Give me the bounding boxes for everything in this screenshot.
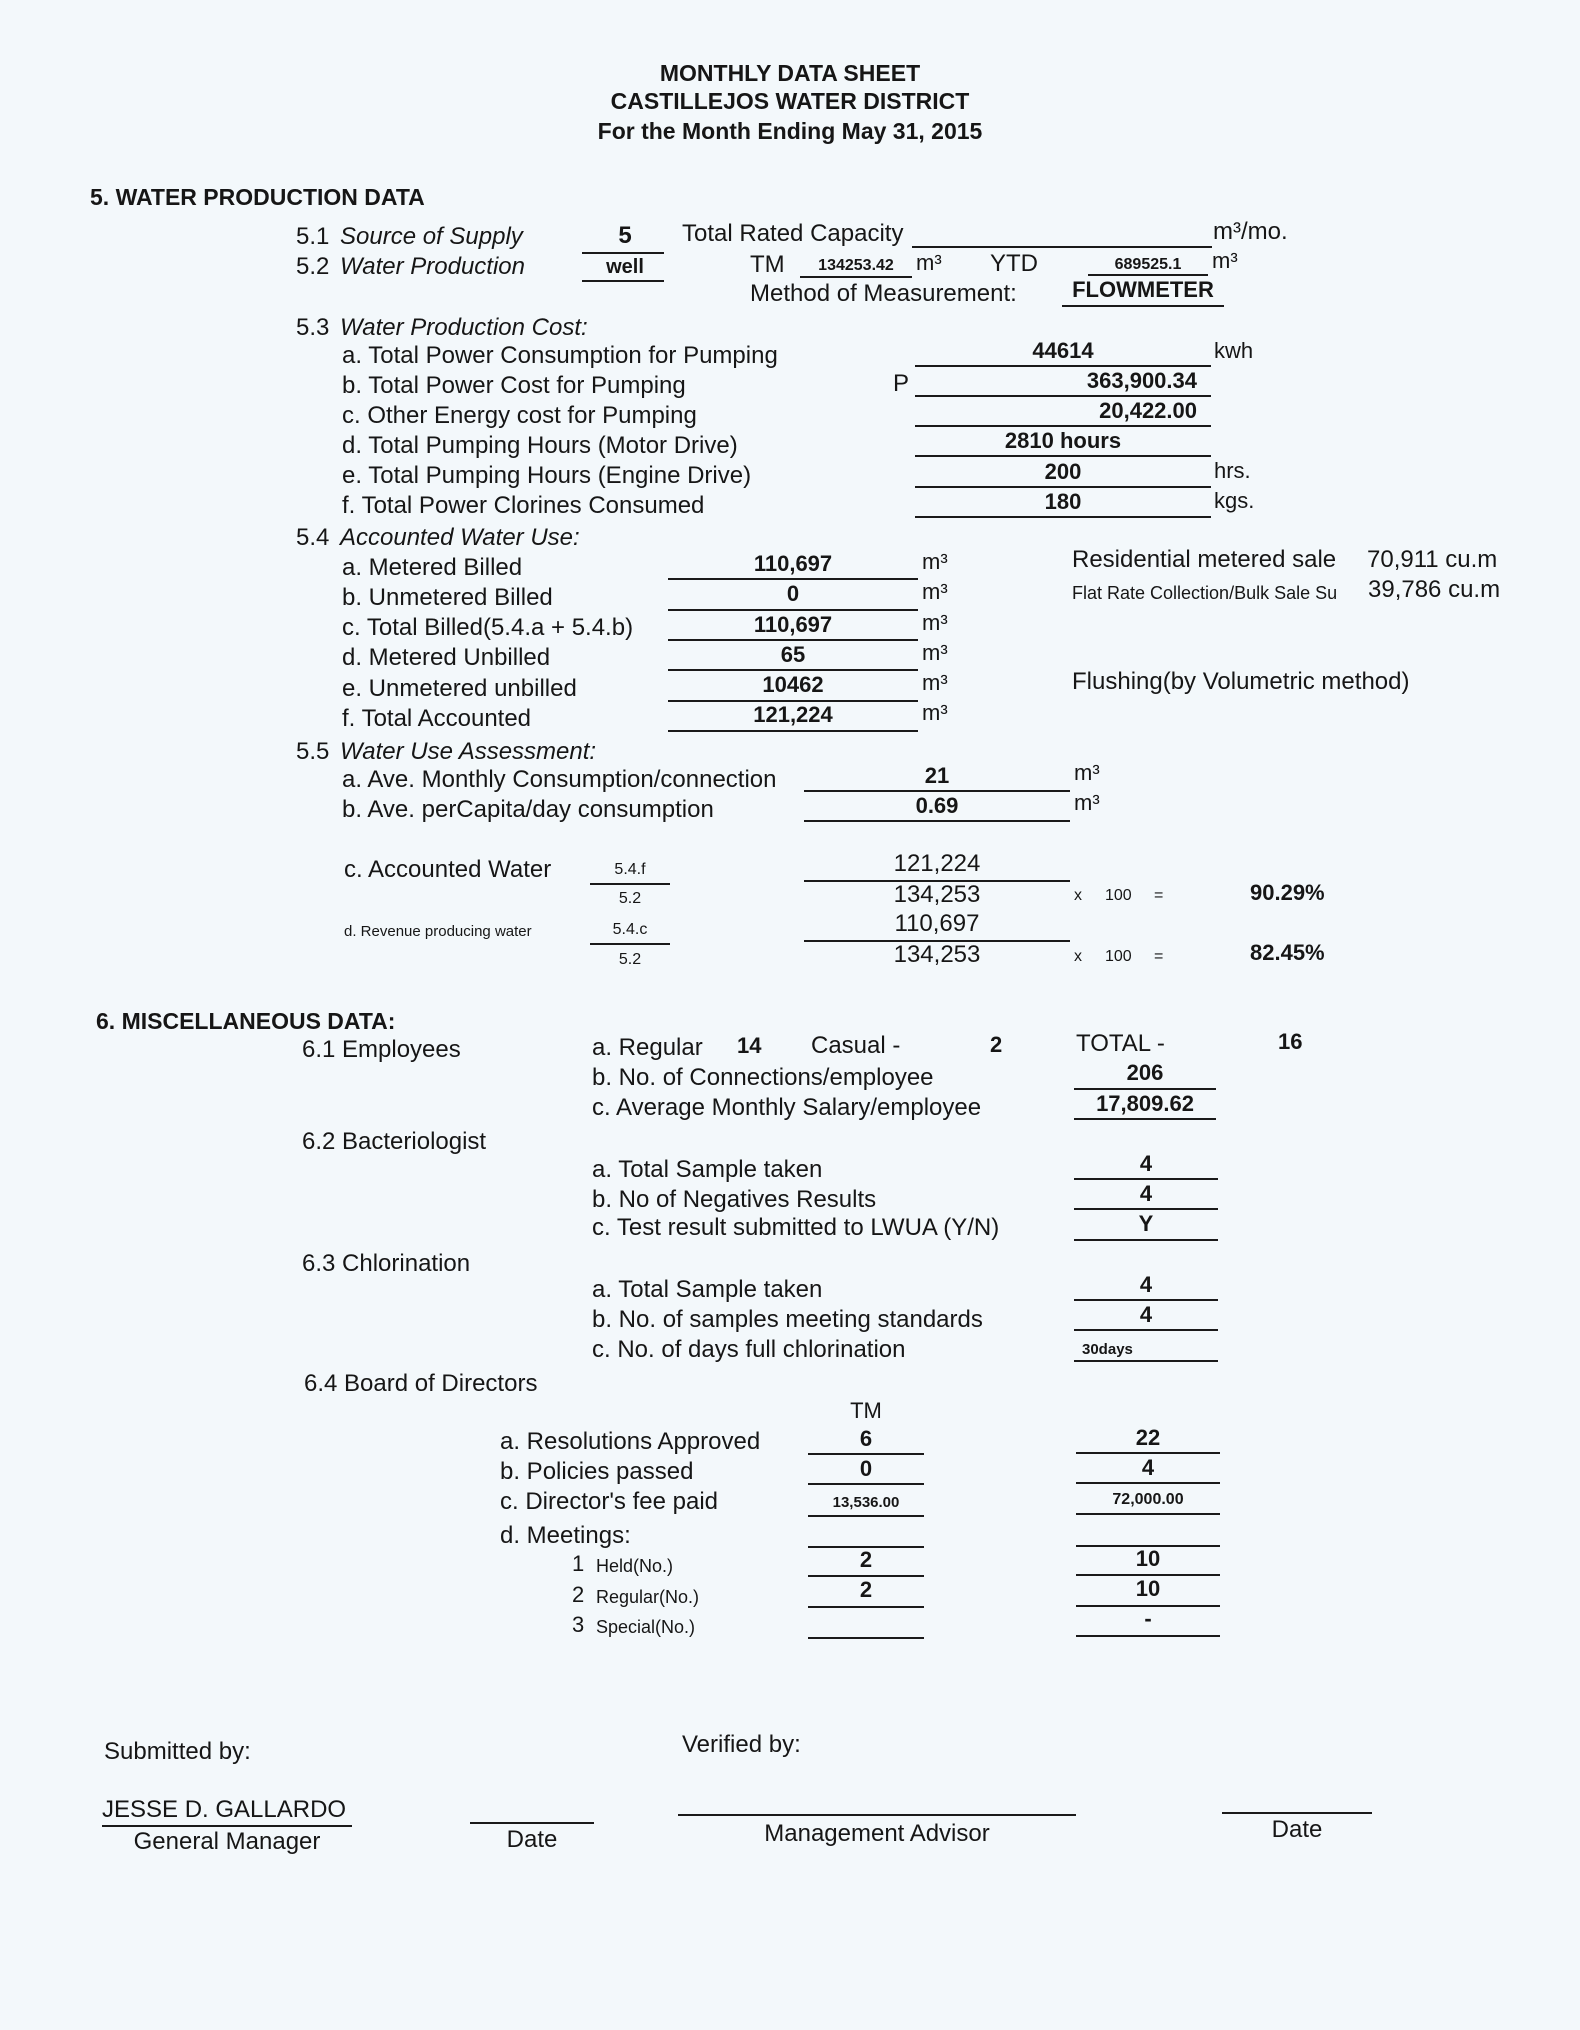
fraction-bar	[590, 883, 670, 885]
multiply-sign: x	[1074, 887, 1082, 904]
casual-value: 2	[990, 1032, 1003, 1057]
method-of-measurement-label: Method of Measurement:	[750, 280, 1017, 307]
equals-sign: =	[1154, 948, 1164, 965]
total-billed-label: c. Total Billed(5.4.a + 5.4.b)	[342, 614, 634, 641]
resolutions-label: a. Resolutions Approved	[500, 1428, 761, 1455]
power-consumption-label: a. Total Power Consumption for Pumping	[342, 342, 778, 369]
unit: m³	[922, 579, 948, 604]
item-number: 5.1	[296, 223, 330, 250]
unit: m³	[922, 549, 948, 574]
unmetered-billed-label: b. Unmetered Billed	[342, 584, 553, 611]
unmetered-unbilled-label: e. Unmetered unbilled	[342, 675, 577, 702]
regular-meetings-label: Regular(No.)	[596, 1587, 700, 1607]
underline	[915, 395, 1211, 397]
underline	[808, 1453, 924, 1455]
unit-hrs: hrs.	[1214, 458, 1251, 483]
chlorination-label: 6.3 Chlorination	[302, 1250, 471, 1277]
unit: m³	[1212, 248, 1238, 273]
underline	[1076, 1635, 1220, 1637]
bac-negatives-value: 4	[1139, 1181, 1153, 1206]
revenue-water-numerator: 110,697	[894, 910, 980, 937]
underline	[1074, 1360, 1218, 1362]
item-number: 5.3	[296, 314, 330, 341]
total-label: TOTAL -	[1076, 1030, 1165, 1057]
district-name: CASTILLEJOS WATER DISTRICT	[610, 88, 970, 114]
avg-salary-label: c. Average Monthly Salary/employee	[592, 1094, 982, 1121]
method-of-measurement-value: FLOWMETER	[1072, 277, 1214, 302]
submitted-by-label: Submitted by:	[104, 1738, 251, 1765]
power-cost-label: b. Total Power Cost for Pumping	[342, 372, 686, 399]
sheet-title: MONTHLY DATA SHEET	[659, 60, 921, 86]
date-label: Date	[506, 1826, 558, 1853]
section-5-title: 5. WATER PRODUCTION DATA	[90, 184, 425, 210]
regular-meetings-tm: 2	[859, 1577, 873, 1602]
bacteriologist-label: 6.2 Bacteriologist	[302, 1128, 487, 1155]
underline	[1062, 305, 1224, 307]
chl-sample-value: 4	[1139, 1272, 1153, 1297]
item-number: 5.5	[296, 738, 330, 765]
fraction-bar	[590, 943, 670, 945]
avg-salary-value: 17,809.62	[1096, 1091, 1194, 1116]
verified-by-label: Verified by:	[682, 1731, 801, 1758]
signatory-title: General Manager	[133, 1828, 321, 1855]
ratio-numerator-ref: 5.4.f	[614, 861, 646, 878]
hundred: 100	[1105, 887, 1132, 904]
accounted-water-denominator: 134,253	[893, 881, 981, 908]
unit: m³	[1074, 790, 1100, 815]
directors-fee-tm: 13,536.00	[832, 1494, 900, 1511]
underline	[800, 276, 912, 278]
bac-sample-value: 4	[1139, 1151, 1153, 1176]
underline	[668, 669, 918, 671]
ytd-production-value: 689525.1	[1114, 256, 1182, 273]
chl-sample-label: a. Total Sample taken	[592, 1276, 823, 1303]
other-energy-cost-label: c. Other Energy cost for Pumping	[342, 402, 697, 429]
policies-tm: 0	[859, 1456, 873, 1481]
chl-days-value: 30days	[1082, 1341, 1133, 1358]
capacity-unit: m³/mo.	[1213, 218, 1288, 245]
ytd-label: YTD	[990, 250, 1038, 277]
power-consumption-value: 44614	[1032, 338, 1094, 363]
motor-drive-hours-label: d. Total Pumping Hours (Motor Drive)	[342, 432, 738, 459]
other-energy-cost-value: 20,422.00	[1099, 398, 1197, 423]
underline	[1076, 1452, 1220, 1454]
clorines-consumed-label: f. Total Power Clorines Consumed	[342, 492, 705, 519]
unmetered-billed-value: 0	[786, 581, 800, 606]
peso-sign: P	[893, 370, 910, 397]
power-cost-value: 363,900.34	[1086, 368, 1197, 393]
unit: m³	[922, 670, 948, 695]
underline	[1076, 1482, 1220, 1484]
underline	[668, 578, 918, 580]
hundred: 100	[1105, 948, 1132, 965]
metered-billed-label: a. Metered Billed	[342, 554, 523, 581]
underline	[915, 425, 1211, 427]
meeting-number: 3	[572, 1612, 585, 1637]
regular-value: 14	[737, 1033, 762, 1058]
special-meetings-label: Special(No.)	[596, 1617, 696, 1637]
motor-drive-hours-value: 2810 hours	[1004, 428, 1122, 453]
underline	[1074, 1118, 1216, 1120]
casual-label: Casual -	[811, 1032, 901, 1059]
meetings-held-label: Held(No.)	[596, 1556, 674, 1576]
policies-label: b. Policies passed	[500, 1458, 694, 1485]
residential-sale-label: Residential metered sale	[1072, 546, 1337, 573]
meeting-number: 1	[572, 1551, 585, 1576]
unmetered-unbilled-value: 10462	[762, 672, 824, 697]
underline	[808, 1637, 924, 1639]
bac-sample-label: a. Total Sample taken	[592, 1156, 823, 1183]
engine-drive-hours-label: e. Total Pumping Hours (Engine Drive)	[342, 462, 752, 489]
tm-column-header: TM	[850, 1398, 882, 1423]
employees-label: 6.1 Employees	[302, 1036, 461, 1063]
regular-label: a. Regular	[592, 1034, 703, 1061]
chl-standards-value: 4	[1139, 1302, 1153, 1327]
underline	[582, 280, 664, 282]
source-of-supply-label: Source of Supply	[340, 223, 523, 250]
unit-kwh: kwh	[1214, 338, 1254, 363]
bac-lwua-label: c. Test result submitted to LWUA (Y/N)	[592, 1214, 1000, 1241]
ratio-numerator-ref: 5.4.c	[612, 921, 648, 938]
underline	[808, 1606, 924, 1608]
underline	[1074, 1299, 1218, 1301]
per-capita-consumption-label: b. Ave. perCapita/day consumption	[342, 796, 714, 823]
date-line	[1222, 1812, 1372, 1814]
directors-fee-label: c. Director's fee paid	[500, 1488, 719, 1515]
verifier-signature-line	[678, 1814, 1076, 1816]
connections-per-employee-label: b. No. of Connections/employee	[592, 1064, 934, 1091]
underline	[804, 820, 1070, 822]
underline	[915, 516, 1211, 518]
metered-unbilled-value: 65	[780, 642, 806, 667]
unit: m³	[1074, 760, 1100, 785]
signature-line	[102, 1825, 352, 1827]
total-accounted-value: 121,224	[753, 702, 833, 727]
revenue-producing-water-label: d. Revenue producing water	[344, 923, 532, 940]
underline	[1074, 1088, 1216, 1090]
section-6-title: 6. MISCELLANEOUS DATA:	[96, 1008, 396, 1034]
meetings-held-tm: 2	[859, 1547, 873, 1572]
underline	[668, 730, 918, 732]
source-of-supply-value: 5	[618, 222, 632, 249]
underline	[915, 455, 1211, 457]
underline	[915, 365, 1211, 367]
total-billed-value: 110,697	[753, 612, 833, 637]
total-accounted-label: f. Total Accounted	[342, 705, 532, 732]
chl-days-label: c. No. of days full chlorination	[592, 1336, 906, 1363]
signatory-name: JESSE D. GALLARDO	[102, 1796, 347, 1823]
water-production-value: well	[606, 256, 644, 278]
chl-standards-label: b. No. of samples meeting standards	[592, 1306, 983, 1333]
flat-rate-value: 39,786 cu.m	[1368, 576, 1501, 603]
multiply-sign: x	[1074, 948, 1082, 965]
bac-lwua-value: Y	[1138, 1211, 1154, 1236]
unit: m³	[916, 250, 942, 275]
accounted-water-use-label: Accounted Water Use:	[340, 524, 580, 551]
production-cost-label: Water Production Cost:	[340, 314, 588, 341]
equals-sign: =	[1154, 887, 1164, 904]
meetings-label: d. Meetings:	[500, 1522, 631, 1549]
resolutions-tm: 6	[859, 1426, 873, 1451]
date-label: Date	[1271, 1816, 1323, 1843]
policies-ytd: 4	[1141, 1455, 1155, 1480]
ratio-denominator-ref: 5.2	[618, 890, 642, 907]
unit: m³	[922, 640, 948, 665]
underline	[668, 639, 918, 641]
meetings-held-ytd: 10	[1135, 1546, 1161, 1571]
special-meetings-ytd: -	[1144, 1606, 1152, 1631]
board-of-directors-label: 6.4 Board of Directors	[304, 1370, 538, 1397]
verifier-title: Management Advisor	[764, 1820, 990, 1847]
underline	[808, 1483, 924, 1485]
unit-kgs: kgs.	[1214, 488, 1255, 513]
accounted-water-label: c. Accounted Water	[344, 856, 552, 883]
ratio-denominator-ref: 5.2	[618, 951, 642, 968]
revenue-water-denominator: 134,253	[893, 941, 981, 968]
item-number: 5.4	[296, 524, 330, 551]
total-rated-capacity-label: Total Rated Capacity	[682, 220, 904, 247]
flat-rate-label: Flat Rate Collection/Bulk Sale Su	[1072, 583, 1338, 603]
underline	[1074, 1329, 1218, 1331]
residential-sale-value: 70,911 cu.m	[1367, 546, 1498, 573]
underline	[1074, 1208, 1218, 1210]
accounted-water-result: 90.29%	[1250, 880, 1325, 905]
period-title: For the Month Ending May 31, 2015	[597, 118, 983, 144]
underline	[668, 609, 918, 611]
water-production-label: Water Production	[340, 253, 525, 280]
resolutions-ytd: 22	[1135, 1425, 1161, 1450]
total-rated-capacity-line	[912, 246, 1212, 248]
underline	[1076, 1513, 1220, 1515]
underline	[1074, 1178, 1218, 1180]
underline	[915, 486, 1211, 488]
revenue-water-result: 82.45%	[1250, 940, 1325, 965]
avg-monthly-consumption-label: a. Ave. Monthly Consumption/connection	[342, 766, 777, 793]
underline	[804, 790, 1070, 792]
metered-unbilled-label: d. Metered Unbilled	[342, 644, 551, 671]
underline	[1088, 274, 1208, 276]
unit: m³	[922, 610, 948, 635]
unit: m³	[922, 700, 948, 725]
directors-fee-ytd: 72,000.00	[1112, 1491, 1184, 1508]
water-use-assessment-label: Water Use Assessment:	[340, 738, 597, 765]
engine-drive-hours-value: 200	[1044, 459, 1082, 484]
bac-negatives-label: b. No of Negatives Results	[592, 1186, 877, 1213]
underline	[582, 252, 664, 254]
per-capita-consumption-value: 0.69	[915, 793, 959, 818]
metered-billed-value: 110,697	[753, 551, 833, 576]
tm-production-value: 134253.42	[818, 257, 894, 274]
clorines-consumed-value: 180	[1044, 489, 1082, 514]
underline	[808, 1515, 924, 1517]
accounted-water-numerator: 121,224	[893, 850, 981, 877]
flushing-note: Flushing(by Volumetric method)	[1072, 668, 1410, 695]
connections-per-employee-value: 206	[1126, 1060, 1164, 1085]
tm-label: TM	[750, 251, 785, 278]
date-line	[470, 1822, 594, 1824]
avg-monthly-consumption-value: 21	[924, 763, 950, 788]
item-number: 5.2	[296, 253, 330, 280]
meeting-number: 2	[572, 1582, 585, 1607]
total-employees-value: 16	[1278, 1029, 1303, 1054]
regular-meetings-ytd: 10	[1135, 1576, 1161, 1601]
underline	[1074, 1239, 1218, 1241]
